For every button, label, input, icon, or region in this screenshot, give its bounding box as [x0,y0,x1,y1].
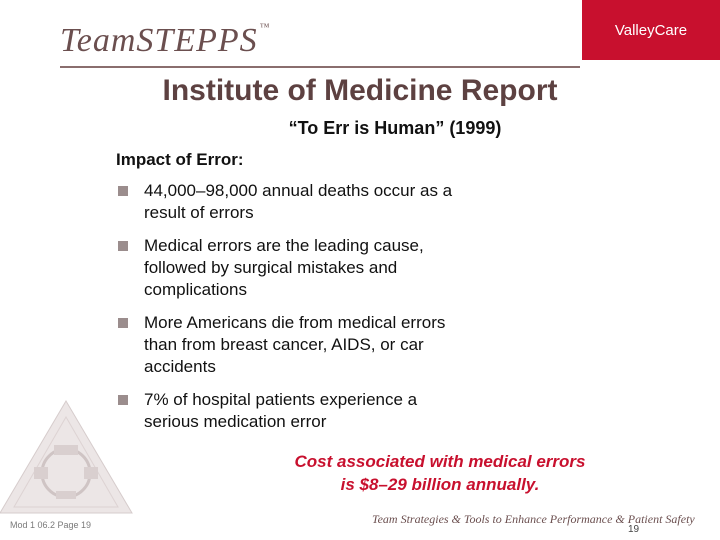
bullet-item [118,235,458,301]
slide-subtitle: “To Err is Human” (1999) [288,118,502,138]
bullet-text: 44,000–98,000 annual deaths occur as a result of errors [144,181,453,222]
square-bullet-icon [118,318,128,328]
brand-trademark: ™ [259,22,271,33]
bullet-item [118,312,458,378]
slide-title: Institute of Medicine Report [162,74,558,107]
bullet-text: 7% of hospital patients experience a serious medication error [144,390,418,431]
page-number: 19 [628,524,640,535]
cost-note-line: Cost associated with medical errors [294,452,586,471]
square-bullet-icon [118,241,128,251]
organization-tab [582,0,720,60]
teamstepps-triangle-icon [0,395,140,520]
brand-logo [60,22,270,60]
bullet-item [118,180,458,224]
brand-name: TeamSTEPPS [60,22,258,59]
bullet-list [118,180,458,444]
bullet-item [118,389,458,433]
bullet-text: Medical errors are the leading cause, followed by surgical mistakes and complications [144,236,424,299]
cost-note [260,450,620,496]
header-divider [60,66,580,68]
footer-tagline: Team Strategies & Tools to Enhance Performance & Patient Safety [372,512,695,526]
organization-name: ValleyCare [614,21,688,39]
cost-note-line: is $8–29 billion annually. [340,475,540,494]
impact-label: Impact of Error: [116,150,244,169]
square-bullet-icon [118,186,128,196]
footer-module-page: Mod 1 06.2 Page 19 [10,520,92,530]
bullet-text: More Americans die from medical errors than from breast cancer, AIDS, or car accidents [144,313,446,376]
